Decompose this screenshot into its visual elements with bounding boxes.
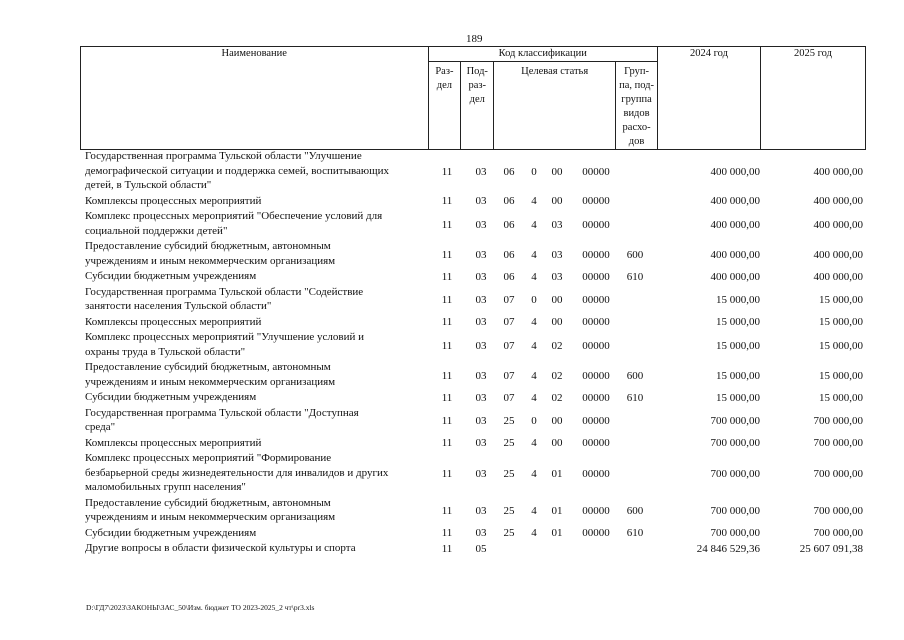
podrazdel-cell: 03 bbox=[475, 248, 487, 261]
podrazdel-cell: 03 bbox=[475, 195, 487, 207]
amount-2025-cell: 700 000,00 bbox=[813, 527, 863, 539]
table-row bbox=[80, 406, 866, 436]
razdel-cell: 11 bbox=[441, 166, 453, 178]
table-row bbox=[80, 526, 866, 542]
podrazdel-cell: 03 bbox=[475, 270, 487, 283]
row-name-line: среда" bbox=[85, 421, 116, 433]
header-group bbox=[616, 62, 658, 150]
razdel-cell: 11 bbox=[441, 294, 453, 307]
target-program-cell: 07 bbox=[503, 391, 515, 404]
target-direction-cell: 00000 bbox=[582, 369, 610, 382]
header-group-line: расхо- bbox=[622, 122, 651, 133]
podrazdel-cell: 05 bbox=[475, 542, 487, 555]
table-row bbox=[80, 269, 866, 285]
header-group-line: Груп- bbox=[624, 66, 649, 77]
target-complex-cell: 00 bbox=[551, 195, 563, 207]
target-complex-cell: 01 bbox=[551, 468, 563, 480]
row-name bbox=[85, 541, 427, 556]
amount-2024-cell: 700 000,00 bbox=[710, 527, 760, 539]
target-direction-cell: 00000 bbox=[582, 294, 610, 307]
podrazdel-cell: 03 bbox=[475, 437, 487, 449]
razdel-cell: 11 bbox=[441, 316, 453, 328]
target-complex-cell: 02 bbox=[551, 339, 563, 352]
table-row bbox=[80, 451, 866, 496]
row-name bbox=[85, 360, 427, 389]
target-type-cell: 4 bbox=[531, 527, 537, 539]
row-name-line: Субсидии бюджетным учреждениям bbox=[85, 391, 257, 403]
row-name-line: Субсидии бюджетным учреждениям bbox=[85, 526, 257, 539]
header-group-line: видов bbox=[623, 108, 650, 119]
header-razdel bbox=[428, 62, 461, 150]
header-podrazdel-line: дел bbox=[469, 94, 485, 105]
table-row bbox=[80, 390, 866, 406]
target-type-cell: 4 bbox=[531, 369, 537, 382]
table-row bbox=[80, 330, 866, 360]
table-row bbox=[80, 149, 866, 194]
expense-type-cell: 600 bbox=[626, 248, 644, 261]
row-name-line: Комплексы процессных мероприятий bbox=[85, 315, 262, 328]
razdel-cell: 11 bbox=[441, 437, 453, 449]
header-target: Целевая статья bbox=[494, 62, 616, 150]
header-year-2025: 2025 год bbox=[760, 47, 865, 150]
amount-2025-cell: 400 000,00 bbox=[813, 270, 863, 283]
razdel-cell: 11 bbox=[441, 415, 453, 428]
amount-2025-cell: 400 000,00 bbox=[813, 218, 863, 231]
amount-2024-cell: 400 000,00 bbox=[710, 248, 760, 261]
target-type-cell: 4 bbox=[531, 339, 537, 352]
target-program-cell: 07 bbox=[503, 339, 515, 352]
target-program-cell: 25 bbox=[503, 505, 515, 518]
amount-2024-cell: 15 000,00 bbox=[716, 369, 760, 382]
target-program-cell: 06 bbox=[503, 218, 515, 231]
row-name-line: Предоставление субсидий бюджетным, автономным bbox=[85, 496, 331, 509]
podrazdel-cell: 03 bbox=[475, 218, 487, 231]
amount-2025-cell: 700 000,00 bbox=[813, 505, 863, 518]
table-row bbox=[80, 436, 866, 452]
podrazdel-cell: 03 bbox=[475, 316, 487, 328]
target-complex-cell: 03 bbox=[551, 270, 563, 283]
target-complex-cell: 00 bbox=[551, 316, 563, 328]
row-name bbox=[85, 149, 427, 193]
table-row bbox=[80, 360, 866, 390]
row-name-line: учреждениям и иным некоммерческим организациям bbox=[85, 254, 336, 267]
razdel-cell: 11 bbox=[441, 505, 453, 518]
amount-2025-cell: 25 607 091,38 bbox=[799, 542, 863, 555]
amount-2025-cell: 400 000,00 bbox=[813, 248, 863, 261]
table-row bbox=[80, 315, 866, 331]
target-complex-cell: 02 bbox=[551, 369, 563, 382]
target-type-cell: 0 bbox=[531, 294, 537, 307]
podrazdel-cell: 03 bbox=[475, 468, 487, 480]
target-direction-cell: 00000 bbox=[582, 316, 610, 328]
target-direction-cell: 00000 bbox=[582, 166, 610, 178]
amount-2025-cell: 400 000,00 bbox=[813, 195, 863, 207]
target-program-cell: 25 bbox=[503, 415, 515, 428]
amount-2025-cell: 700 000,00 bbox=[813, 415, 863, 428]
row-name-line: учреждениям и иным некоммерческим организациям bbox=[85, 511, 336, 523]
target-complex-cell: 00 bbox=[551, 294, 563, 307]
header-code: Код классификации bbox=[428, 47, 657, 62]
header-podrazdel-line: раз- bbox=[468, 80, 487, 91]
row-name-line: социальной поддержки детей" bbox=[85, 224, 228, 237]
target-direction-cell: 00000 bbox=[582, 270, 610, 283]
target-type-cell: 4 bbox=[531, 218, 537, 231]
target-direction-cell: 00000 bbox=[582, 415, 610, 428]
amount-2024-cell: 15 000,00 bbox=[716, 316, 760, 328]
target-direction-cell: 00000 bbox=[582, 391, 610, 404]
target-type-cell: 4 bbox=[531, 468, 537, 480]
amount-2025-cell: 15 000,00 bbox=[819, 391, 863, 404]
target-complex-cell: 02 bbox=[551, 391, 563, 404]
row-name-line: Другие вопросы в области физической культуры и спорта bbox=[85, 542, 356, 554]
row-name bbox=[85, 406, 427, 435]
row-name-line: Комплексы процессных мероприятий bbox=[85, 436, 262, 449]
target-type-cell: 4 bbox=[531, 505, 537, 518]
target-program-cell: 07 bbox=[503, 294, 515, 307]
row-name bbox=[85, 526, 427, 541]
amount-2024-cell: 700 000,00 bbox=[710, 505, 760, 518]
header-group-line: па, под- bbox=[619, 80, 655, 91]
amount-2025-cell: 15 000,00 bbox=[819, 316, 863, 328]
amount-2024-cell: 400 000,00 bbox=[710, 195, 760, 207]
header-podrazdel bbox=[461, 62, 494, 150]
row-name-line: Государственная программа Тульской области "Улучшение bbox=[85, 150, 362, 162]
row-name-line: Государственная программа Тульской области "Содействие bbox=[85, 285, 364, 298]
header-group-line: группа bbox=[621, 94, 652, 105]
row-name-line: Комплекс процессных мероприятий "Улучшение условий и bbox=[85, 331, 365, 343]
razdel-cell: 11 bbox=[441, 542, 453, 555]
amount-2024-cell: 700 000,00 bbox=[710, 468, 760, 480]
row-name bbox=[85, 285, 427, 314]
header-razdel-line: дел bbox=[436, 80, 453, 91]
target-direction-cell: 00000 bbox=[582, 339, 610, 352]
row-name-line: маломобильных групп населения" bbox=[85, 481, 246, 493]
table-row bbox=[80, 194, 866, 210]
target-direction-cell: 00000 bbox=[582, 468, 610, 480]
row-name-line: Комплекс процессных мероприятий "Формирование bbox=[85, 452, 332, 464]
table-row bbox=[80, 239, 866, 269]
razdel-cell: 11 bbox=[441, 527, 453, 539]
row-name bbox=[85, 239, 427, 268]
podrazdel-cell: 03 bbox=[475, 166, 487, 178]
target-complex-cell: 00 bbox=[551, 415, 563, 428]
target-program-cell: 06 bbox=[503, 270, 515, 283]
amount-2025-cell: 15 000,00 bbox=[819, 369, 863, 382]
target-program-cell: 07 bbox=[503, 316, 515, 328]
row-name bbox=[85, 496, 427, 525]
target-type-cell: 4 bbox=[531, 270, 537, 283]
row-name-line: детей, в Тульской области" bbox=[85, 179, 212, 191]
row-name bbox=[85, 315, 427, 330]
target-type-cell: 0 bbox=[531, 415, 537, 428]
target-complex-cell: 00 bbox=[551, 437, 563, 449]
target-program-cell: 06 bbox=[503, 166, 515, 178]
podrazdel-cell: 03 bbox=[475, 391, 487, 404]
expense-type-cell: 610 bbox=[626, 527, 644, 539]
expense-type-cell: 610 bbox=[626, 391, 644, 404]
row-name-line: учреждениям и иным некоммерческим организациям bbox=[85, 375, 336, 388]
row-name-line: Государственная программа Тульской области "Доступная bbox=[85, 406, 359, 419]
target-direction-cell: 00000 bbox=[582, 437, 610, 449]
target-type-cell: 4 bbox=[531, 248, 537, 261]
row-name-line: безбарьерной среды жизнедеятельности для инвалидов и других bbox=[85, 466, 389, 479]
razdel-cell: 11 bbox=[441, 218, 453, 231]
row-name bbox=[85, 194, 427, 209]
target-program-cell: 25 bbox=[503, 527, 515, 539]
row-name-line: Комплекс процессных мероприятий "Обеспечение условий для bbox=[85, 210, 383, 222]
table-body bbox=[80, 149, 866, 557]
target-program-cell: 06 bbox=[503, 195, 515, 207]
row-name-line: демографической ситуации и поддержка семей, воспитывающих bbox=[85, 164, 389, 177]
amount-2024-cell: 15 000,00 bbox=[716, 391, 760, 404]
podrazdel-cell: 03 bbox=[475, 294, 487, 307]
podrazdel-cell: 03 bbox=[475, 339, 487, 352]
file-path-footer: D:\ГД7\2023\ЗАКОНЫ\ЗАС_50\Изм. бюджет ТО 2023-2025_2 чт\pr3.xls bbox=[86, 603, 315, 612]
row-name bbox=[85, 436, 427, 451]
target-type-cell: 4 bbox=[531, 437, 537, 449]
table-header bbox=[80, 46, 866, 150]
amount-2024-cell: 15 000,00 bbox=[716, 294, 760, 307]
row-name-line: Субсидии бюджетным учреждениям bbox=[85, 270, 257, 282]
target-type-cell: 4 bbox=[531, 195, 537, 207]
podrazdel-cell: 03 bbox=[475, 415, 487, 428]
row-name bbox=[85, 269, 427, 284]
amount-2024-cell: 24 846 529,36 bbox=[696, 542, 760, 555]
page-number: 189 bbox=[466, 33, 483, 45]
amount-2025-cell: 15 000,00 bbox=[819, 339, 863, 352]
amount-2025-cell: 700 000,00 bbox=[813, 468, 863, 480]
target-program-cell: 25 bbox=[503, 468, 515, 480]
target-direction-cell: 00000 bbox=[582, 195, 610, 207]
amount-2024-cell: 700 000,00 bbox=[710, 415, 760, 428]
razdel-cell: 11 bbox=[441, 339, 453, 352]
podrazdel-cell: 03 bbox=[475, 527, 487, 539]
razdel-cell: 11 bbox=[441, 391, 453, 404]
row-name-line: Предоставление субсидий бюджетным, автономным bbox=[85, 361, 331, 373]
target-type-cell: 0 bbox=[531, 166, 537, 178]
podrazdel-cell: 03 bbox=[475, 369, 487, 382]
target-complex-cell: 03 bbox=[551, 248, 563, 261]
expense-type-cell: 600 bbox=[626, 369, 644, 382]
amount-2024-cell: 700 000,00 bbox=[710, 437, 760, 449]
row-name-line: охраны труда в Тульской области" bbox=[85, 345, 246, 358]
target-direction-cell: 00000 bbox=[582, 218, 610, 231]
row-name-line: Комплексы процессных мероприятий bbox=[85, 194, 262, 207]
expense-type-cell: 600 bbox=[626, 505, 644, 518]
table-row bbox=[80, 541, 866, 557]
header-podrazdel-line: Под- bbox=[466, 66, 488, 77]
row-name-line: занятости населения Тульской области" bbox=[85, 300, 272, 312]
target-complex-cell: 01 bbox=[551, 527, 563, 539]
header-group-line: дов bbox=[628, 136, 645, 147]
row-name bbox=[85, 209, 427, 238]
row-name-line: Предоставление субсидий бюджетным, автономным bbox=[85, 240, 331, 252]
podrazdel-cell: 03 bbox=[475, 505, 487, 518]
table-row bbox=[80, 209, 866, 239]
amount-2024-cell: 400 000,00 bbox=[710, 166, 760, 178]
row-name bbox=[85, 390, 427, 405]
razdel-cell: 11 bbox=[441, 369, 453, 382]
amount-2025-cell: 700 000,00 bbox=[813, 437, 863, 449]
target-program-cell: 06 bbox=[503, 248, 515, 261]
target-type-cell: 4 bbox=[531, 316, 537, 328]
amount-2024-cell: 400 000,00 bbox=[710, 218, 760, 231]
razdel-cell: 11 bbox=[441, 248, 453, 261]
target-direction-cell: 00000 bbox=[582, 248, 610, 261]
table-row bbox=[80, 496, 866, 526]
target-direction-cell: 00000 bbox=[582, 527, 610, 539]
target-complex-cell: 01 bbox=[551, 505, 563, 518]
razdel-cell: 11 bbox=[441, 468, 453, 480]
target-program-cell: 07 bbox=[503, 369, 515, 382]
row-name bbox=[85, 330, 427, 359]
expense-type-cell: 610 bbox=[626, 270, 644, 283]
target-complex-cell: 03 bbox=[551, 218, 563, 231]
amount-2024-cell: 15 000,00 bbox=[716, 339, 760, 352]
header-razdel-line: Раз- bbox=[435, 66, 454, 77]
amount-2025-cell: 400 000,00 bbox=[813, 166, 863, 178]
target-program-cell: 25 bbox=[503, 437, 515, 449]
row-name bbox=[85, 451, 427, 495]
target-direction-cell: 00000 bbox=[582, 505, 610, 518]
header-name: Наименование bbox=[81, 47, 429, 150]
table-row bbox=[80, 285, 866, 315]
razdel-cell: 11 bbox=[441, 195, 453, 207]
amount-2025-cell: 15 000,00 bbox=[819, 294, 863, 307]
razdel-cell: 11 bbox=[441, 270, 453, 283]
amount-2024-cell: 400 000,00 bbox=[710, 270, 760, 283]
target-type-cell: 4 bbox=[531, 391, 537, 404]
target-complex-cell: 00 bbox=[551, 166, 563, 178]
header-year-2024: 2024 год bbox=[657, 47, 760, 150]
